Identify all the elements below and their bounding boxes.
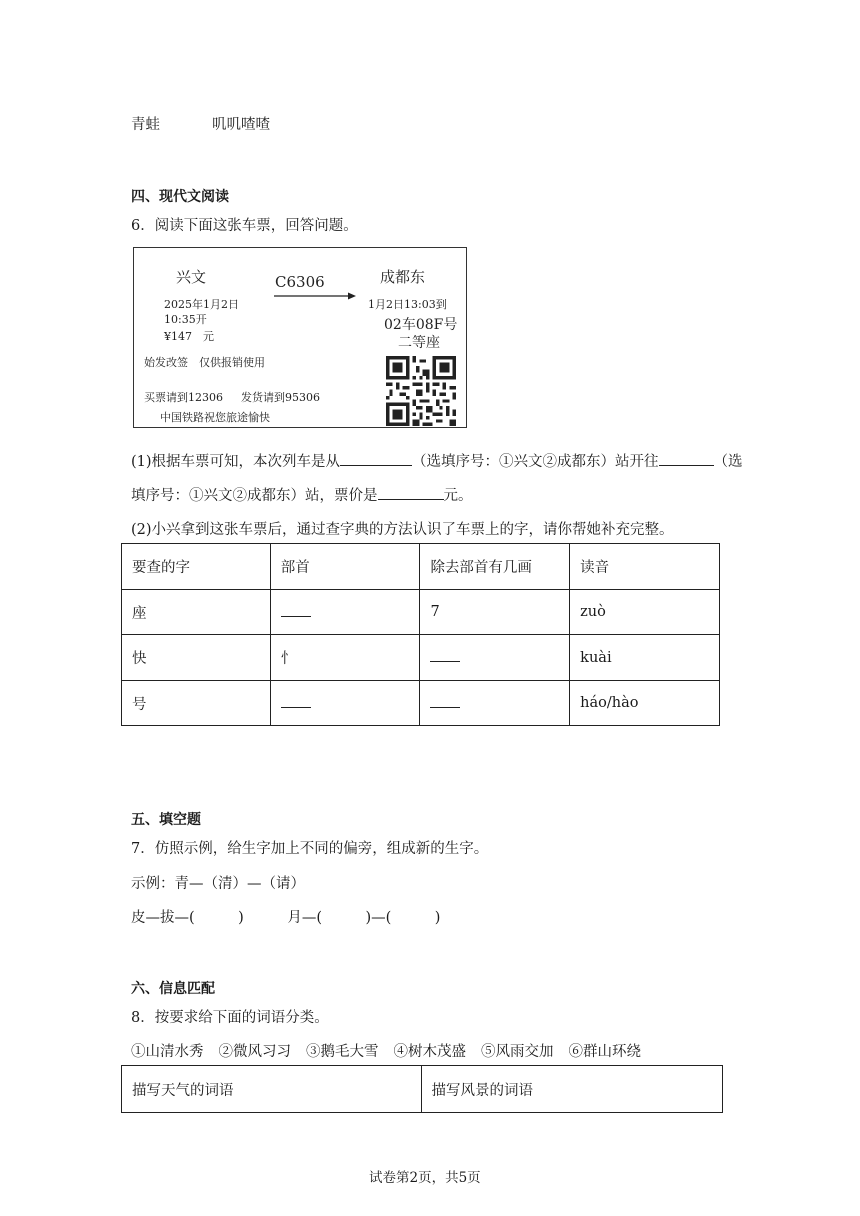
table-row <box>122 590 720 635</box>
ticket-train-number: C6306 <box>275 273 325 291</box>
section4-heading: 四、现代文阅读 <box>131 189 229 205</box>
table-header: 除去部首有几画 <box>420 544 570 590</box>
fill-line: 皮—拔—( ) 月—( )—( ) <box>131 910 441 926</box>
blank-from-station[interactable] <box>340 451 412 466</box>
ticket-price: ¥147 元 <box>164 330 214 343</box>
ticket-class: 二等座 <box>398 335 440 351</box>
page-footer: 试卷第2页，共5页 <box>369 1170 481 1186</box>
table-cell: háo/hào <box>570 681 720 726</box>
table-cell: kuài <box>570 635 720 681</box>
ticket-note: 始发改签 仅供报销使用 <box>144 356 265 369</box>
question-6-2: (2)小兴拿到这张车票后，通过查字典的方法认识了车票上的字，请你帮她补充完整。 <box>131 522 674 538</box>
question-6: 6．阅读下面这张车票，回答问题。 <box>131 218 358 234</box>
word-options <box>131 1040 641 1061</box>
table-header-row <box>122 1066 723 1113</box>
table-row <box>122 681 720 726</box>
table-header: 部首 <box>270 544 420 590</box>
table-header-weather: 描写天气的词语 <box>122 1066 422 1113</box>
ticket-arrive: 1月2日13:03到 <box>368 298 447 311</box>
table-header-scenery: 描写风景的词语 <box>421 1066 723 1113</box>
table-row <box>122 635 720 681</box>
blank-cell[interactable] <box>420 681 570 726</box>
train-ticket <box>133 247 467 428</box>
dictionary-table <box>121 543 720 726</box>
blank-price[interactable] <box>378 485 444 500</box>
question-7: 7．仿照示例，给生字加上不同的偏旁，组成新的生字。 <box>131 841 489 857</box>
question-8: 8．按要求给下面的词语分类。 <box>131 1010 329 1026</box>
word-frog: 青蛙 <box>131 117 160 133</box>
ticket-to: 成都东 <box>380 268 426 286</box>
word-chirp: 叽叽喳喳 <box>212 117 270 133</box>
classification-table <box>121 1065 723 1113</box>
arrow-icon <box>274 292 356 300</box>
word-option: ④树木茂盛 <box>393 1044 466 1060</box>
table-cell: zuò <box>570 590 720 635</box>
word-option: ⑥群山环绕 <box>568 1044 641 1060</box>
blank-cell[interactable] <box>420 635 570 681</box>
ticket-wish: 中国铁路祝您旅途愉快 <box>160 411 270 424</box>
table-cell: 忄 <box>270 635 420 681</box>
qr-code-icon <box>386 356 456 426</box>
blank-to-station[interactable] <box>659 451 714 466</box>
word-option: ⑤风雨交加 <box>481 1044 554 1060</box>
table-cell: 7 <box>420 590 570 635</box>
ticket-from: 兴文 <box>176 268 207 286</box>
ticket-cargo: 发货请到95306 <box>241 391 320 404</box>
table-cell: 快 <box>122 635 271 681</box>
word-option: ①山清水秀 <box>131 1044 204 1060</box>
blank-cell[interactable] <box>270 681 420 726</box>
ticket-date: 2025年1月2日 <box>164 298 239 311</box>
ticket-seat: 02车08F号 <box>384 317 458 333</box>
word-option: ②微风习习 <box>218 1044 291 1060</box>
table-header-row <box>122 544 720 590</box>
ticket-buy: 买票请到12306 <box>144 391 223 404</box>
table-header: 读音 <box>570 544 720 590</box>
section6-heading: 六、信息匹配 <box>131 981 215 997</box>
example-line: 示例：青—（清）—（请） <box>131 876 305 892</box>
word-option: ③鹅毛大雪 <box>306 1044 379 1060</box>
table-header: 要查的字 <box>122 544 271 590</box>
ticket-depart: 10:35开 <box>164 313 207 326</box>
blank-cell[interactable] <box>270 590 420 635</box>
question-6-1-line1: (1)根据车票可知，本次列车是从 （选填序号：①兴文②成都东）站开往 （选 <box>131 450 743 471</box>
question-6-1-line2: 填序号：①兴文②成都东）站，票价是 元。 <box>131 484 473 505</box>
table-cell: 号 <box>122 681 271 726</box>
table-cell: 座 <box>122 590 271 635</box>
section5-heading: 五、填空题 <box>131 812 201 828</box>
